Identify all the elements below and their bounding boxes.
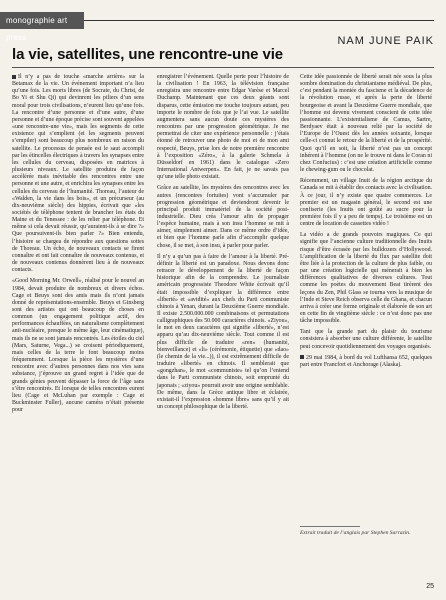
paragraph: 29 mai 1984, à bord du vol Lufthansa 652, quelques part entre Francfort et Anchorage (Alaska). — [300, 354, 432, 368]
paragraph: Il n’y a pas de touche «marche arrière» sur la Betamax de la vie. Un événement important n’a lieu qu’une fois. Les morts libres (de Socrate, du Christ, de Bo Yi et Shu Qi) qui devinrent les piliers d’un sens moral pour trois civilisations, n’eurent lieu qu’une fois. La rencontre d’une personne et d’une autre, d’une personne et d’une époque précise sont souvent appelées «une rencontre-une vie», mais les segments de cette existence qui s’emplient (et les segments peuvent s’empiler) sont beaucoup plus nombreux en raison du satellite. Le processus de pensée est le saut accompli par les étincelles électriques à travers les synapses entre les cellules du cerveau, disposées en matrices à plusieurs niveaux. Le satellite produira de façon accélérée mais inévitable des rencontres entre une personne et une autre, et enrichira les synapses entre les cellules du cerveau de l’humanité. Thoreau, l’auteur de «Walden, la vie dans les bois», et un précurseur (au dix-neuvième siècle) des hippies, écrivait que «les sociétés de téléphone tentent de brancher les états du Maine et du Tenessee : de les relier par téléphone. Et même si cela devait réussir, qu’auraient-ils à se dire ?» Que poursuivent-ils bien parler ?» Bien entendu, l’histoire se chargea de répondre aux questions sottes de Thoreau. Un écho, de nouveaux contacts se firent connaître et ont fait connaître de nouveaux contenus, et de nouveaux contenus donnèrent lieu à de nouveaux contacts. — [12, 74, 144, 274]
paragraph: enregistrer l’événement. Quelle perte pour l’histoire de la civilisation ! En 1963, la télévision française enregistra une rencontre entre Edgar Varèse et Marcel Duchamp. Maintenant que ces deux géants sont disparus, cette émission me touche toujours autant, peu importe le nombre de fois que je l’ai vue. Le satellite augmentera sans aucun doute ces mystères des rencontres par une progression géométrique. Je me permettrai de citer une expérience personnelle : j’étais étonné de retrouver une photo de moi et de mon ami respecté, Beuys, prise lors de notre première rencontre à l’exposition «Zéro», à la galerie Schmela à Düsseldorf en 1961) dans le catalogue «Zero International Antwerpen». En fait, je ne savais pas qu’une telle photo existait. — [157, 74, 289, 181]
author-name: NAM JUNE PAIK — [337, 35, 434, 47]
text-column-3 — [300, 74, 432, 373]
translation-caption: Extrait traduit de l’anglais par Stephen Sarrazin. — [300, 530, 411, 536]
paragraph: Grâce au satellite, les mystères des rencontres avec les autres (rencontres fortuites) vont s’accumuler par progression géométrique et deviendront devenir le principal produit immatériel de la société post-industrielle. Dieu créa l’amour afin de propager l’espèce humaine, mais à son insu l’homme se mit à aimer, simplement aimer. Dans ce même ordre d’idée, et bien que l’homme parle afin d’accomplir quelque chose, il se met, à son insu, à parler pour parler. — [157, 185, 289, 249]
caption-rule — [300, 526, 360, 527]
bullet-square-icon — [300, 355, 304, 359]
paragraph: Cette idée passionnée de liberté serait née sous la plus sombre domination du christianisme médiéval. De plus, c’est pendant la montée du fascisme et la décadence de la révolution russe, et après la perte de liberté bourgeoise et avant la Deuxième Guerre mondiale, que l’homme est devenu vivement conscient de cette idée passionnante. L’existentialisme de Camus, Sartre, Berdyaev était à nouveau relié par la société de l’Europe de l’Ouest dès les années soixante, lorsque celle-ci connut le retour de la liberté et de la prospérité. Quoi qu’il en soit, la liberté n’est pas un concept inhérent à l’homme (on ne le trouve ni dans le Coran ni chez Confucius) : c’est une création artificielle comme le chewing-gum ou le chocolat. — [300, 74, 432, 174]
title-rule — [12, 67, 434, 68]
paragraph: Tant que la grande part du plaisir du tourisme consistera à absorber une culture différente, le satellite peut concevoir quotidiennement des voyages organisés. — [300, 329, 432, 350]
header-rule — [84, 20, 434, 21]
paragraph: La vidéo a de grands pouvoirs magiques. Ce qui signifie que l’ancienne culture traditionnelle des Inuits risque d’être écrasée par les bulldozers d’Hollywood. L’amplification de la liberté du flux par satellite doit être liée à la protection de la culture de plus faible, ou par une création logicielle qui ménerait à bien les différences qualitatives de diverses cultures. Tout comme les poètes du mouvement Beat tirèrent des leçons du Zen, Phil Glass se tourna vers la musique de l’Inde et Steve Reich observa celle du Ghana, et chacun arriva à créer une forme originale et élaborée de son art en cette fin de vingtième siècle : ce n’est donc pas une tâche impossible. — [300, 232, 432, 325]
bullet-square-icon — [12, 75, 16, 79]
article-title: la vie, satellites, une rencontre-une vie — [12, 46, 284, 63]
section-label: monographie art press — [6, 16, 68, 42]
page-number: 25 — [426, 583, 434, 590]
paragraph: «Good Morning Mr. Orwell», réalisé pour le nouvel an 1984, devait produire de nombreux et divers échos. Cage et Beuys sont des amis mais ils n’ont jamais donné de représentations-ensemble. Beuys et Ginsberg sont des artistes qui ont beaucoup de choses en commun (un engagement politique actif, des performances échauffées, un naturalisme complètement anti-nucléaire, presque le même âge, leur cinématique), mais ils ne se sont jamais rencontrés. Les étoiles du ciel (Mars, Saturne, Vega...) se croisent périodiquement, mais celles de la terre le font beaucoup moins fréquemment. Lorsque la pièce les mystères d’une rencontre avec d’autres personnes dans nos vies sans substance, j’éprouve un grand regret à l’idée que de grands génies peuvent dépasser la force de l’âge sans s’être rencontrés. Et lorsque de telles rencontres eurent lieu (Cage et McLuhan par exemple : Cage et Buckminster Fuller), aucune caméra n’était présente pour — [12, 278, 144, 414]
section-band — [0, 12, 84, 42]
text-column-2 — [157, 74, 289, 415]
text-column-1 — [12, 74, 144, 418]
paragraph: Récemment, un village Inuit de la région arctique du Canada se mit à établir des contacts avec la civilisation. À ce jour, il n’y existe que quatre commerces. Le premier est un magasin général, le second est une confiserie (les Inuits ont goûté au sucre pour la première fois il y a peu de temps). Le troisième est un centre de location de cassettes vidéo ! — [300, 178, 432, 228]
paragraph: Il n’y a qu’un pas à faire de l’amour à la liberté. Pré-définir la liberté est un paradoxe. Nous devons donc retracer le développement de la liberté de façon historique afin de la comprendre. Le journaliste américain progressiste Theodore White écrivait qu’il était impossible d’expliquer la différence entre «liberté» et «avidité» aux chefs du Parti communiste chinois à Yenan, durant la Deuxième Guerre mondiale. Il existe 2.500.000.000 combinaisons et permutations calligraphiques des 50.000 caractères chinois. «Ziyou», le mot en deux caractères qui signifie «liberté», n’est apparu qu’au dix-neuvième siècle. Tout comme il est plus difficile de traduire «ren» (humanité, bienveillance) et «li» (cérémonie, étiquette) que «dao» (le chemin de la vie...)), il est extrêmement difficile de traduire «liberté» en chinois. Il semblerait que «gongzhan», le mot «communiste» tel qu’on l’entend dans le Parti communiste chinois, soit emprunté du japonais ; «ziyou» pourrait avoir une origine semblable. De même, dans la Grèce antique libre et éclairée, existait-il l’expression «homme libre» sans qu’il y ait un concept philosophique de la liberté. — [157, 253, 289, 411]
